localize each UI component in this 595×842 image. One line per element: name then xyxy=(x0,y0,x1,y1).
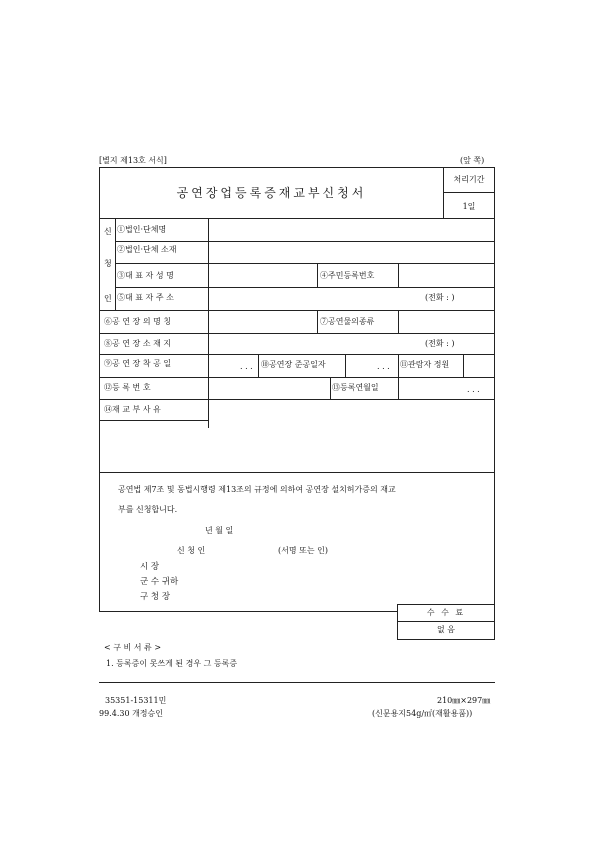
addressee-mayor: 시 장 xyxy=(140,562,160,572)
corp-address-field[interactable] xyxy=(209,242,494,263)
documents-item-1: 1. 등록증이 못쓰게 된 경우 그 등록증 xyxy=(106,659,238,668)
applicant-side-label-2: 청 xyxy=(104,259,112,268)
fee-value: 없 음 xyxy=(437,625,455,634)
approval-note: 99.4.30 개정승인 xyxy=(99,709,163,718)
form-title: 공연장업등록증재교부신청서 xyxy=(176,186,367,200)
corp-name-label: ①법인·단체명 xyxy=(117,225,167,234)
completion-date-label: ⑩공연장 준공일자 xyxy=(261,360,326,369)
venue-name-field[interactable] xyxy=(209,311,316,332)
performance-type-label: ⑦공연물의종류 xyxy=(320,317,375,326)
rep-address-label: ⑤대 표 자 주 소 xyxy=(117,293,174,302)
applicant-side-label-3: 인 xyxy=(104,294,112,303)
page-side-label: (앞 쪽) xyxy=(460,156,485,165)
corp-name-field[interactable] xyxy=(209,219,494,240)
rep-name-label: ③대 표 자 성 명 xyxy=(117,271,174,280)
processing-period-value: 1일 xyxy=(462,202,476,211)
fee-label: 수 수 료 xyxy=(426,608,466,617)
capacity-label: ⑪관람자 정원 xyxy=(400,360,450,369)
rrn-field[interactable] xyxy=(399,264,494,286)
venue-name-label: ⑥공 연 장 의 명 칭 xyxy=(104,317,172,326)
performance-type-field[interactable] xyxy=(399,311,494,332)
reissue-reason-label: ⑭재 교 부 사 유 xyxy=(104,405,161,414)
form-reference: [별지 제13호 서식] xyxy=(99,156,167,165)
registration-number-field[interactable] xyxy=(209,378,329,398)
venue-location-label: ⑧공 연 장 소 재 지 xyxy=(104,339,172,348)
registration-date-dots[interactable]: . . . xyxy=(467,385,480,394)
addressee-district: 구 청 장 xyxy=(140,592,171,602)
form-code: 35351-15311민 xyxy=(105,696,167,705)
rep-name-field[interactable] xyxy=(209,264,316,286)
registration-date-label: ⑬등록연월일 xyxy=(332,383,379,392)
corp-address-label: ②법인·단체 소재 xyxy=(117,245,177,254)
venue-phone-label: (전화 : ) xyxy=(425,339,455,348)
statement-line-1: 공연법 제7조 및 동법시행령 제13조의 규정에 의하여 공연장 설치허가증의 재교 xyxy=(118,485,396,494)
application-date[interactable]: 년 월 일 xyxy=(205,526,234,535)
statement-line-2: 부를 신청합니다. xyxy=(118,505,178,514)
documents-title: < 구 비 서 류 > xyxy=(104,643,162,652)
start-date-dots[interactable]: . . . xyxy=(240,362,253,371)
completion-date-dots[interactable]: . . . xyxy=(377,362,390,371)
paper-size: 210㎜×297㎜ xyxy=(437,696,491,705)
capacity-field[interactable] xyxy=(464,355,494,376)
addressee-county: 군 수 귀하 xyxy=(140,577,179,587)
rrn-label: ④주민등록번호 xyxy=(320,271,375,280)
paper-spec: (신문용지54g/㎡(재활용품)) xyxy=(372,709,473,718)
applicant-side-label-1: 신 xyxy=(104,227,112,236)
start-date-label: ⑨공 연 장 착 공 일 xyxy=(104,359,172,368)
signature-label[interactable]: (서명 또는 인) xyxy=(278,546,328,555)
rep-phone-label: (전화 : ) xyxy=(425,293,455,302)
applicant-label: 신 청 인 xyxy=(177,546,206,555)
reissue-reason-field[interactable] xyxy=(100,421,494,471)
processing-period-label: 처리기간 xyxy=(453,175,485,184)
registration-number-label: ⑫등 록 번 호 xyxy=(104,383,151,392)
